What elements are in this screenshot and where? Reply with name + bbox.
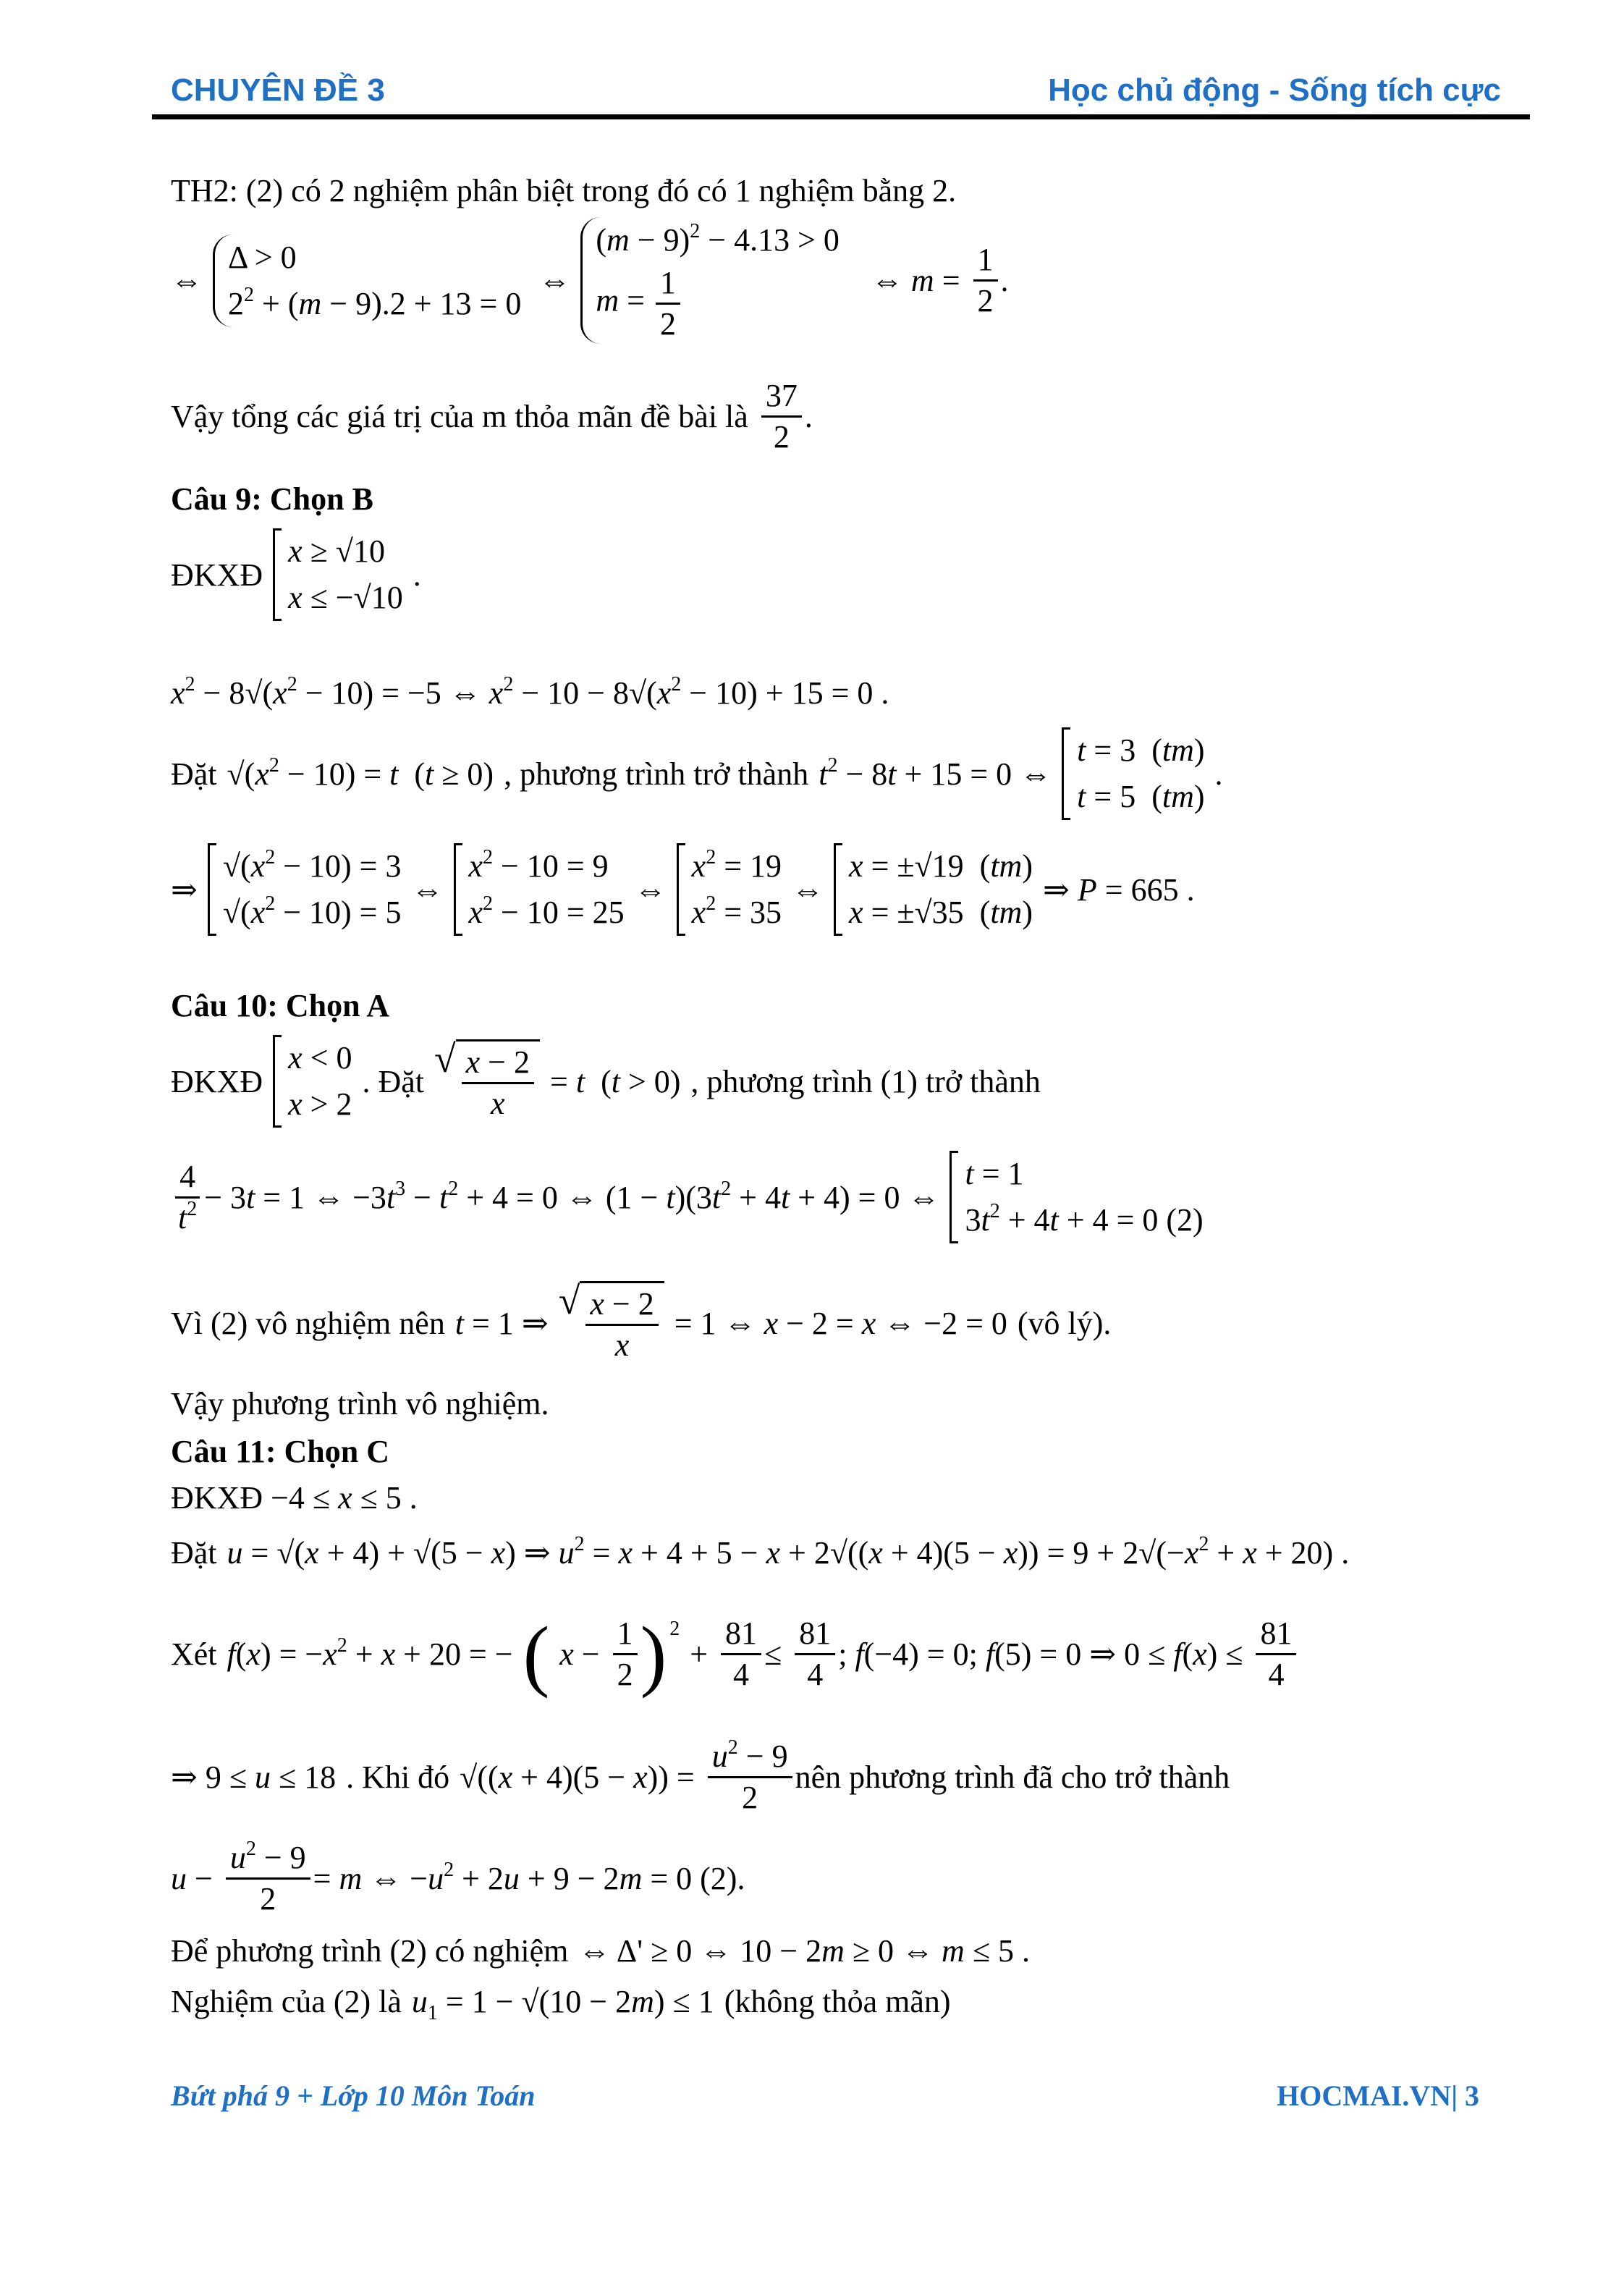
cau10-dkxd: ĐKXĐ x < 0 x > 2 . Đặt √ $\frac{x - 2}{x}$ = t (t > 0) , phương trình (1) trở thành (171, 1035, 1051, 1128)
cau11-sub: Đặt u = √(x + 4) + √(5 − x) ⇒ $u^2 = x + 4 + 5 - x + 2√((x + 4)(5 - x)) = 9 + 2√(-x^2 + x + 20)$ . (171, 1533, 1350, 1571)
footer-course: Bứt phá 9 + Lớp 10 Môn Toán (171, 2079, 536, 2112)
cau11-dkxd: ĐKXĐ −4 ≤ x ≤ 5 . (171, 1480, 418, 1516)
cau11-condition: Để phương trình (2) có nghiệm ⇔ Δ' ≥ 0 ⇔ 10 − 2m ≥ 0 ⇔ m ≤ 5 . (171, 1933, 1030, 1969)
system-2: $(m - 9)^2 - 4.13 > 0$ m = $\frac{1}{2}$ (580, 217, 840, 344)
cau10-conclusion: Vì (2) vô nghiệm nên t = 1 ⇒ √ $\frac{x - 2}{x}$ = 1 ⇔ x − 2 = x ⇔ −2 = 0 (vô lý). (171, 1281, 1121, 1365)
dkxd-label: ĐKXĐ (171, 557, 263, 593)
cau9-sub: Đặt $√(x^2 - 10) = t$ (t ≥ 0) , phương trình trở thành $t^2 - 8t + 15 = 0$ ⇔ t = 3 (tm) t = 5 (tm) . (171, 727, 1233, 820)
sum-text: Vậy tổng các giá trị của m thỏa mãn đề bài là (171, 399, 748, 434)
cau11-heading: Câu 11: Chọn C (171, 1434, 389, 1469)
cau11-eq2: u − $\frac{u^2 - 9}{2}$ = m ⇔ $-u^2 + 2u + 9 - 2m = 0$ (2). (171, 1838, 745, 1917)
system-1: Δ > 0 $2^2 + (m - 9).2 + 13 = 0$ (213, 234, 521, 327)
th2-line: TH2: (2) có 2 nghiệm phân biệt trong đó có 1 nghiệm bằng 2. (171, 173, 957, 208)
cau11-root: Nghiệm của (2) là $u_1 = 1 - √(10 - 2m) \le 1$ (không thỏa mãn) (171, 1984, 951, 2024)
cau11-range: ⇒ 9 ≤ u ≤ 18 . Khi đó √((x + 4)(5 − x)) = $\frac{u^2 - 9}{2}$ nên phương trình đã cho trở thành (171, 1736, 1230, 1815)
cau11-xet: Xét $f(x) = -x^2 + x + 20$ = − ( x − $\frac{1}{2}$ ) 2 + $\frac{81}{4}$ ≤ $\frac{81}{4}$ ; f(−4) = 0; f(5) = 0 ⇒ 0 ≤ f(x) ≤ $\frac{81}{4}$ (171, 1614, 1299, 1694)
cau10-final: Vậy phương trình vô nghiệm. (171, 1386, 549, 1421)
cau9-dkxd: ĐKXĐ x ≥ √10 x ≤ −√10 . (171, 528, 431, 621)
cau10-eq: $\frac{4}{t^2}$ − 3t = 1 ⇔ $-3t^3 - t^2 + 4 = 0$ ⇔ $(1 - t)(3t^2 + 4t + 4) = 0$ ⇔ t = 1 $3t^2 + 4t + 4 = 0$ (2) (171, 1151, 1214, 1243)
footer-page: HOCMAI.VN| 3 (1277, 2079, 1479, 2112)
header-topic: CHUYÊN ĐỀ 3 (171, 72, 385, 108)
header-rule (152, 114, 1530, 119)
th2-system: ⇔ Δ > 0 $2^2 + (m - 9).2 + 13 = 0$ ⇔ $(m - 9)^2 - 4.13 > 0$ m = $\frac{1}{2}$ ⇔ m = $\frac{1}{2}$ . (171, 217, 1019, 344)
header-slogan: Học chủ động - Sống tích cực (1048, 72, 1501, 108)
cau9-heading: Câu 9: Chọn B (171, 481, 373, 517)
sum-line: Vậy tổng các giá trị của m thỏa mãn đề bài là $\frac{37}{2}$ . (171, 378, 813, 455)
cau10-heading: Câu 10: Chọn A (171, 988, 389, 1023)
cau9-chain: ⇒ $√(x^2 - 10) = 3$ $√(x^2 - 10) = 5$ ⇔ $x^2 - 10 = 9$ $x^2 - 10 = 25$ ⇔ $x^2 = 19$ $x^2 = 35$ ⇔ x = ±√19 (tm) x = ±√35 (tm) ⇒ P = 665 . (171, 843, 1205, 936)
cau9-eq1: $x^2 - 8√(x^2 - 10) = -5$ ⇔ $x^2 - 10 - 8√(x^2 - 10) + 15 = 0$ . (171, 673, 889, 711)
